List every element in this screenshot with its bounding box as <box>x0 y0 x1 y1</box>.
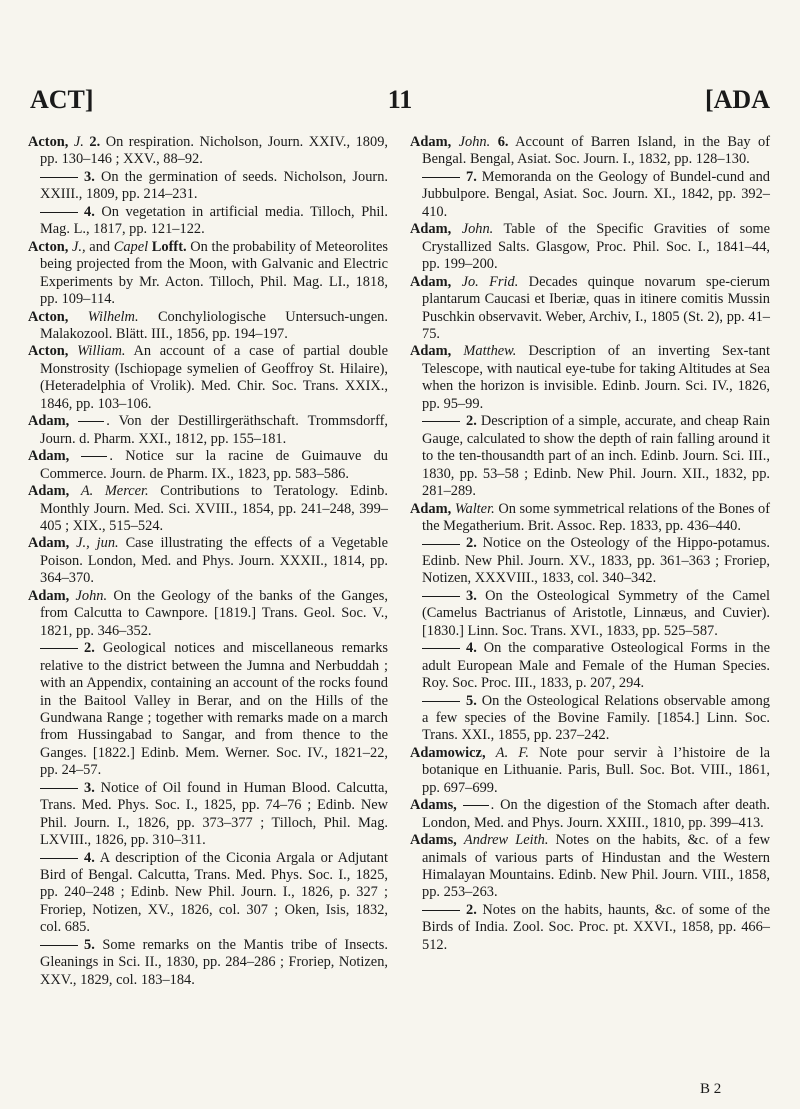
bibliography-entry <box>28 937 388 989</box>
repeat-author-dash <box>422 648 460 649</box>
entry-number: 7. <box>466 168 477 185</box>
entry-author: Adam, <box>28 587 70 604</box>
bibliography-entry <box>28 850 388 937</box>
entry-text: On the Geology of the banks of the Ganges, from Calcutta to Cawnpore. [1819.] Trans. Geol. Soc. V., 1821, pp. 346–352. <box>40 587 388 639</box>
bibliography-entry <box>410 588 770 640</box>
bibliography-entry <box>410 413 770 500</box>
bibliography-entry <box>410 797 770 832</box>
entry-text: Contributions to Teratology. Edinb. Monthly Journ. Med. Sci. XVIII., 1854, pp. 241–248, 399–405 ; XIX., 515–524. <box>40 483 388 534</box>
signature-mark: B 2 <box>700 1081 722 1097</box>
entry-text: On respiration. Nicholson, Journ. XXIV., 1809, pp. 130–146 ; XXV., 88–92. <box>40 134 388 168</box>
bibliography-entry <box>28 640 388 780</box>
bibliography-entry <box>410 640 770 692</box>
bibliography-entry <box>410 745 770 797</box>
repeat-author-dash <box>40 177 78 178</box>
bibliography-entry <box>28 483 388 535</box>
entry-text: Conchyliologische Untersuch-ungen. Malakozool. Blätt. III., 1856, pp. 194–197. <box>40 308 388 342</box>
entry-text: Notice of Oil found in Human Blood. Calcutta, Trans. Med. Phys. Soc. I., 1825, pp. 74–76 ; Edinb. New Phil. Journ. I., 1826, pp. 373–377 ; Tilloch, Phil. Mag. LXVIII., 1826, pp. 310–311. <box>40 779 388 849</box>
entry-text: Notes on the habits, &c. of a few animals of various parts of Hindustan and the Western Himalayan Mountains. Edinb. New Phil. Journ. VIII., 1858, pp. 253–263. <box>422 832 770 901</box>
page-number: 11 <box>387 85 413 114</box>
entry-text: . Notice sur la racine de Guimauve du Commerce. Journ. de Pharm. IX., 1823, pp. 583–586. <box>40 448 388 482</box>
entry-forename: A. Mercer. <box>80 483 149 500</box>
entry-author: Adams, <box>410 797 457 814</box>
entry-text: Notice on the Osteology of the Hippo-potamus. Edinb. New Phil. Journ. XV., 1833, pp. 361–363 ; Froriep, Notizen, XXXVIII., 1833, col. 340–342. <box>422 535 770 587</box>
repeat-author-dash <box>40 212 78 213</box>
entry-forename: J., jun. <box>76 535 119 552</box>
entry-text: Description of a simple, accurate, and cheap Rain Gauge, calculated to show the depth of rain falling around it to the ten-thousandth part of an inch. Edinb. Journ. Sci. III., 1830, pp. 53–58 ; Edinb. New Phil. Journ. XII., 1832, pp. 281–289. <box>422 413 770 500</box>
entry-coauthor-forename: Capel <box>113 238 149 255</box>
entry-number: 2. <box>89 134 101 150</box>
entry-text: Description of an inverting Sex-tant Telescope, with nautical eye-tube for taking Altitudes at Sea when the horizon is invisible. Edinb. Journ. Sci. IV., 1826, pp. 95–99. <box>422 343 770 412</box>
repeat-author-dash <box>422 177 460 178</box>
entry-forename: John. <box>458 134 491 150</box>
header-right-range: [ADA <box>705 85 770 114</box>
bibliography-entry <box>410 134 770 169</box>
repeat-author-dash <box>422 596 460 597</box>
entry-author: Adamowicz, <box>410 744 486 761</box>
entry-author: Adam, <box>28 535 70 552</box>
header-left-range: ACT] <box>30 85 94 114</box>
bibliography-entry <box>28 588 388 640</box>
entry-text: On some symmetrical relations of the Bones of the Megatherium. Brit. Assoc. Rep. 1833, pp. 436–440. <box>422 500 770 534</box>
entry-number: 5. <box>466 692 477 709</box>
entry-text: An account of a case of partial double Monstrosity (Ischiopage symelien of Geoffroy St. Hilaire), (Heteradelphia of Vrolik). Med. Chir. Soc. Trans. XXIX., 1846, pp. 103–106. <box>40 343 388 412</box>
entry-author: Adam, <box>410 273 452 290</box>
entry-author: Acton, <box>28 308 69 325</box>
bibliography-entry <box>28 343 388 413</box>
entry-text: Geological notices and miscellaneous remarks relative to the district between the Jumna and Nerbuddah ; with an Appendix, containing an account of the rocks found in the Baitool Valley in Berar, and on the Hills of the Gundwana Range ; together with remarks made on a march from Hussingabad to Sangar, and from thence to the Ganges. [1822.] Edinb. Mem. Werner. Soc. IV., 1821–22, pp. 24–57. <box>40 640 388 779</box>
entry-forename: J., <box>72 238 86 255</box>
entry-text: Memoranda on the Geology of Bundel-cund and Jubbulpore. Bengal, Asiat. Soc. Journ. XI., 1842, pp. 392–410. <box>422 168 770 220</box>
repeat-author-dash <box>40 788 78 789</box>
entry-forename: Jo. Frid. <box>461 273 519 290</box>
entry-author: Adam, <box>410 500 452 517</box>
entry-forename: John. <box>75 587 108 604</box>
bibliography-entry <box>28 239 388 309</box>
entry-number: 2. <box>466 535 477 552</box>
entry-forename: Andrew Leith. <box>463 832 549 849</box>
entry-number: 5. <box>84 936 95 953</box>
entry-author: Adam, <box>28 448 70 465</box>
bibliography-entry <box>28 309 388 344</box>
bibliography-entry <box>28 204 388 239</box>
entry-number: 4. <box>84 849 95 866</box>
repeat-author-dash <box>40 858 78 859</box>
bibliography-entry <box>28 780 388 850</box>
repeat-author-dash <box>422 701 460 702</box>
bibliography-entry <box>410 693 770 745</box>
bibliography-entry <box>410 274 770 344</box>
entry-text: Notes on the habits, haunts, &c. of some of the Birds of India. Zool. Soc. Proc. pt. XXVI., 1858, pp. 466–512. <box>422 901 770 953</box>
entry-forename: John. <box>461 221 494 238</box>
repeat-author-dash <box>422 544 460 545</box>
bibliography-entry <box>28 169 388 204</box>
entry-conjunction: and <box>85 238 114 255</box>
entry-author: Adam, <box>28 413 70 430</box>
entry-text: On the Osteological Relations observable among a few species of the Bovine Family. [1854.] Linn. Soc. Trans. XXI., 1855, pp. 237–242. <box>422 692 770 744</box>
entry-number: 2. <box>84 640 95 657</box>
bibliography-entry <box>410 343 770 413</box>
repeat-author-dash <box>40 648 78 649</box>
entry-text: Case illustrating the effects of a Vegetable Poison. London, Med. and Phys. Journ. XXXII., 1814, pp. 364–370. <box>40 535 388 587</box>
entry-forename: A. F. <box>495 744 529 761</box>
entry-coauthor: Lofft. <box>148 238 187 255</box>
bibliography-entry <box>410 501 770 536</box>
entry-text: Table of the Specific Gravities of some Crystallized Salts. Glasgow, Proc. Phil. Soc. I., 1841–44, pp. 199–200. <box>422 221 770 273</box>
bibliography-entry <box>28 448 388 483</box>
entry-author: Adams, <box>410 832 457 849</box>
entry-text: Some remarks on the Mantis tribe of Insects. Gleanings in Sci. II., 1830, pp. 284–286 ; Froriep, Notizen, XXV., 1829, col. 183–184. <box>40 936 388 988</box>
entry-text: . Von der Destillirgeräthschaft. Trommsdorff, Journ. d. Pharm. XXI., 1812, pp. 155–181. <box>40 413 388 447</box>
entry-forename: J. <box>73 134 84 150</box>
entry-text: On the Osteological Symmetry of the Camel (Camelus Bactrianus of Aristotle, Linnæus, and Cuvier). [1830.] Linn. Soc. Trans. XVI., 1833, pp. 525–587. <box>422 587 770 639</box>
entry-number: 3. <box>466 587 477 604</box>
entry-author: Adam, <box>410 343 452 360</box>
bibliography-entry <box>410 169 770 221</box>
bibliography-entry <box>28 134 388 169</box>
entry-text: On the comparative Osteological Forms in the adult European Male and Female of the Human Species. Roy. Soc. Proc. III., 1833, p. 207, 294. <box>422 640 770 692</box>
repeat-author-dash <box>422 910 460 911</box>
entry-number: 2. <box>466 413 477 430</box>
entry-forename: Matthew. <box>463 343 517 360</box>
entry-author: Acton, <box>28 238 69 255</box>
entry-author: Acton, <box>28 343 69 360</box>
entry-text: On the germination of seeds. Nicholson, Journ. XXIII., 1809, pp. 214–231. <box>40 168 388 203</box>
entry-number: 3. <box>84 168 95 185</box>
page-header <box>30 83 770 117</box>
entry-text: On the probability of Meteorolites being projected from the Moon, with Galvanic and Electric Experiments by Mr. Acton. Tilloch, Phil. Mag. LI., 1818, pp. 109–114. <box>40 238 388 308</box>
entry-text: Note pour servir à l’histoire de la botanique en Lithuanie. Paris, Bull. Soc. Bot. VIII., 1861, pp. 697–699. <box>422 744 770 796</box>
repeat-author-dash <box>40 945 78 946</box>
entry-author: Adam, <box>410 221 452 238</box>
unknown-forename-dash <box>81 456 107 457</box>
entry-forename: Wilhelm. <box>87 308 139 325</box>
entry-number: 2. <box>466 901 477 918</box>
entry-author: Adam, <box>28 483 70 500</box>
bibliography-entry <box>28 535 388 587</box>
bibliography-entry <box>410 832 770 902</box>
bibliography-entry <box>28 413 388 448</box>
bibliography-entry <box>410 535 770 587</box>
entry-forename: William. <box>77 343 126 360</box>
entry-text: A description of the Ciconia Argala or Adjutant Bird of Bengal. Calcutta, Trans. Med. Phys. Soc. I., 1825, pp. 240–248 ; Edinb. New Phil. Journ. I., 1826, p. 327 ; Froriep, Notizen, XV., 1826, col. 307 ; Oken, Isis, 1832, col. 685. <box>40 849 388 936</box>
bibliography-entry <box>410 221 770 273</box>
entry-author: Adam, <box>410 134 452 150</box>
entry-text: Decades quinque novarum spe-cierum plantarum Caucasi et Iberiæ, quas in itinere comitis Mussin Puschkin observavit. Weber, Archiv, I., 1805 (St. 2), pp. 41–75. <box>422 273 770 342</box>
right-column <box>410 134 770 954</box>
entry-number: 4. <box>466 640 477 657</box>
entry-number: 3. <box>84 779 95 796</box>
unknown-forename-dash <box>463 805 489 806</box>
repeat-author-dash <box>422 421 460 422</box>
entry-text: On vegetation in artificial media. Tilloch, Phil. Mag. L., 1817, pp. 121–122. <box>40 203 388 238</box>
bibliography-entry <box>410 902 770 954</box>
entry-number: 6. <box>497 134 509 150</box>
entry-text: . On the digestion of the Stomach after death. London, Med. and Phys. Journ. XXIII., 1810, pp. 399–413. <box>422 797 770 831</box>
unknown-forename-dash <box>78 421 104 422</box>
left-column <box>28 134 388 989</box>
entry-forename: Walter. <box>454 500 495 517</box>
entry-text: Account of Barren Island, in the Bay of Bengal. Bengal, Asiat. Soc. Journ. I., 1832, pp. 128–130. <box>422 134 770 168</box>
entry-author: Acton, <box>28 134 69 150</box>
entry-number: 4. <box>84 203 95 220</box>
